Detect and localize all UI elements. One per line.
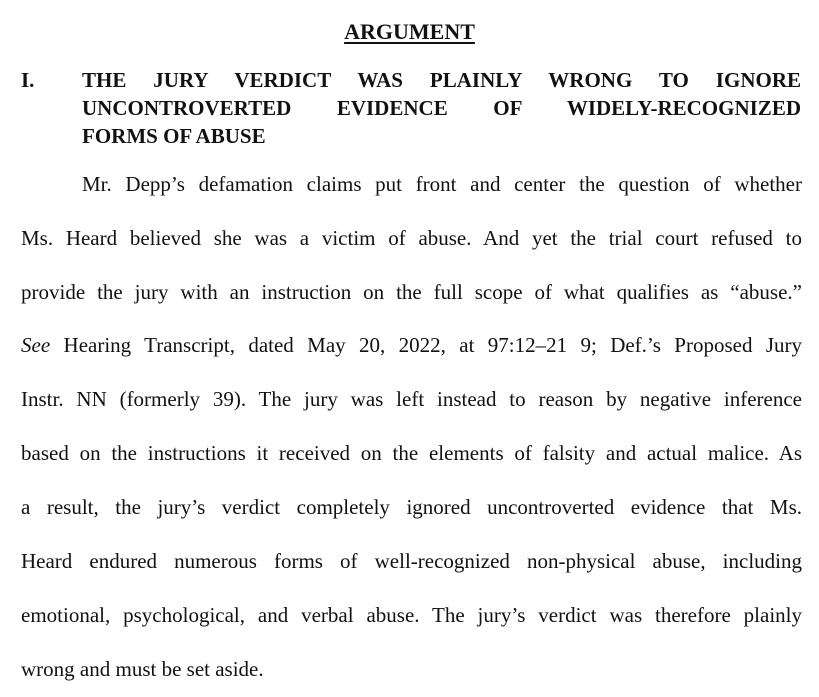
body-line: emotional, psychological, and verbal abuse. The jury’s verdict was therefore plainly xyxy=(21,603,802,627)
body-line xyxy=(21,331,802,359)
body-line: wrong and must be set aside. xyxy=(21,657,264,681)
section-title-line: UNCONTROVERTED EVIDENCE OF WIDELY-RECOGNIZED xyxy=(82,96,801,120)
citation-text: Hearing Transcript, dated May 20, 2022, at 97:12–21 9; Def.’s Proposed Jury xyxy=(63,333,802,357)
body-line: a result, the jury’s verdict completely ignored uncontroverted evidence that Ms. xyxy=(21,495,802,519)
section-title xyxy=(82,66,801,150)
body-line: based on the instructions it received on the elements of falsity and actual malice. As xyxy=(21,441,802,465)
argument-heading: ARGUMENT xyxy=(344,19,475,44)
body-line: Heard endured numerous forms of well-recognized non-physical abuse, including xyxy=(21,549,802,573)
body-line: Instr. NN (formerly 39). The jury was left instead to reason by negative inference xyxy=(21,387,802,411)
body-line: provide the jury with an instruction on the full scope of what qualifies as “abuse.” xyxy=(21,280,802,304)
body-line: Mr. Depp’s defamation claims put front and center the question of whether xyxy=(82,172,802,196)
body-line: Ms. Heard believed she was a victim of abuse. And yet the trial court refused to xyxy=(21,226,802,250)
section-title-line: FORMS OF ABUSE xyxy=(82,124,266,148)
see-signal: See xyxy=(21,333,51,357)
section-number: I. xyxy=(21,68,35,92)
section-title-line: THE JURY VERDICT WAS PLAINLY WRONG TO IGNORE xyxy=(82,68,801,92)
